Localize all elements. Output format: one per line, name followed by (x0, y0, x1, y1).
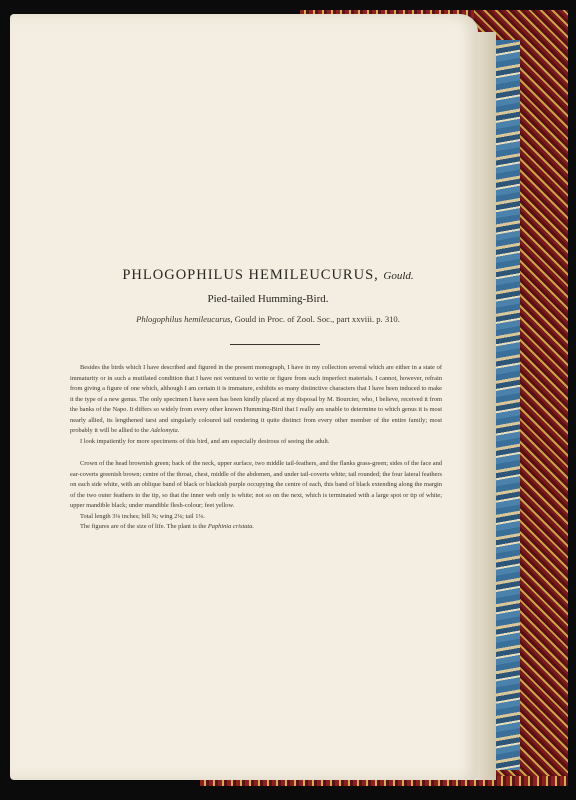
paragraph-description: Crown of the head brownish green; back of the neck, upper surface, two middle tail-feathers, and the flanks grass-green; sides of the face and ear-coverts greenish brown; centre of the throat, chest, middle of the abdomen, and under tail-coverts white; tail rounded; the four lateral feathers on each side white, with an oblique band of black or blackish purple occupying the centre of each, this band of black extending along the margin of the two outer feathers to the tip, so that the inner web only is white; not so on the next, which is terminated with a large spot or tip of white; upper mandible black; under mandible flesh-colour; feet yellow. (70, 460, 442, 509)
paragraph-figures-text: The figures are of the size of life. The plant is the (80, 523, 207, 530)
plate-title (88, 267, 448, 284)
paragraph-intro-text: Besides the birds which I have described and figured in the present monograph, I have in my collection several which are either in a state of immaturity or in such a mutilated condition that I have not ventured to write or figure from such imperfect materials. I cannot, however, refrain from giving a figure of one which, although I am certain it is immature, exhibits so many distinctive characters that I have been induced to make it the type of a new genus. The only specimen I have seen has been kindly placed at my disposal by M. Bourcier, who, I believe, received it from the banks of the Napo. It differs so widely from every other known Humming-Bird that I really am unable to determine to which genus it is most nearly allied, its lengthened tarsi and singularly coloured tail rendering it quite distinct from every other member of the entire family; most probably it will be allied to the (70, 364, 442, 434)
paragraph-intro (70, 363, 442, 437)
synonym-citation: Gould in Proc. of Zool. Soc., part xxviii. p. 310. (234, 314, 400, 324)
synonym-species: Phlogophilus hemileucurus, (136, 314, 233, 324)
paragraph-specimens: I look impatiently for more specimens of this bird, and am especially desirous of seeing the adult. (80, 437, 330, 445)
species-name: PHLOGOPHILUS HEMILEUCURUS, (122, 267, 379, 283)
body-text (70, 363, 442, 533)
paragraph-measurements: Total length 3⅛ inches; bill ⅝; wing 2⅛; tail 1⅛. (80, 512, 205, 520)
divider-rule (230, 344, 320, 345)
synonym-reference (88, 314, 448, 324)
paragraph-figures (70, 522, 442, 533)
marbled-endpaper (494, 40, 520, 770)
species-author: Gould. (383, 270, 414, 282)
plant-name: Paphinia cristata. (207, 523, 254, 530)
genus-name: Adelomyia. (150, 427, 180, 434)
common-name: Pied-tailed Humming-Bird. (207, 293, 329, 305)
book-page (10, 14, 478, 780)
